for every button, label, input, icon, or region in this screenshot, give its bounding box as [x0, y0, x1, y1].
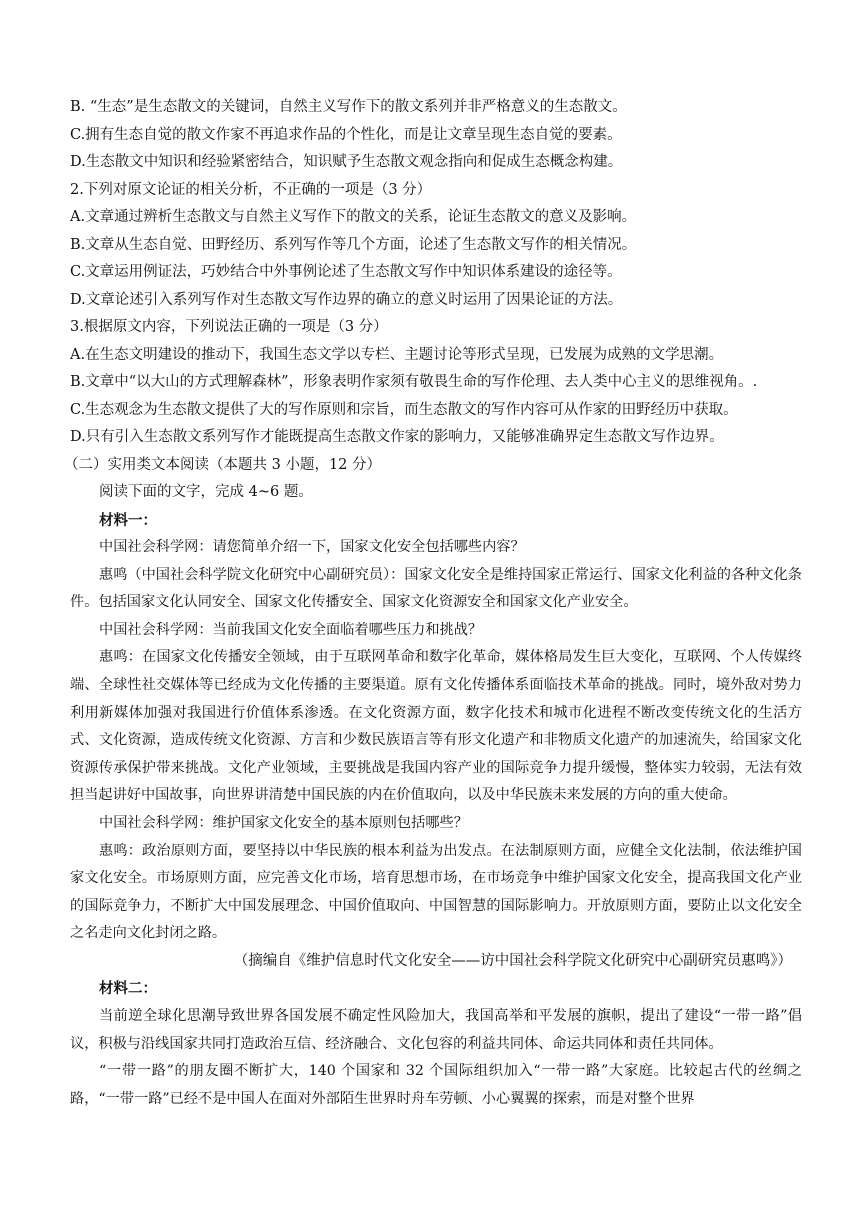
material1-answer-1: 惠鸣（中国社会科学院文化研究中心副研究员）：国家文化安全是维持国家正常运行、国家文化利益的各种文化条件。包括国家文化认同安全、国家文化传播安全、国家文化资源安全和国家文化产业安全。: [70, 566, 802, 611]
material2-label: 材料二：: [99, 980, 157, 998]
section-heading: （二）实用类文本阅读（本题共 3 小题，12 分）: [64, 456, 382, 473]
q2-stem: 2.下列对原文论证的相关分析，不正确的一项是（3 分）: [70, 181, 432, 198]
q2-option-d: D.文章论述引入系列写作对生态散文写作边界的确立的意义时运用了因果论证的方法。: [70, 291, 623, 308]
q3-option-d: D.只有引入生态散文系列写作才能既提高生态散文作家的影响力，又能够准确界定生态散文写作边界。: [70, 429, 724, 445]
material1-answer-2: 惠鸣：在国家文化传播安全领域，由于互联网革命和数字化革命，媒体格局发生巨大变化，互联网、个人传媒终端、全球性社交媒体等已经成为文化传播的主要渠道。原有文化传播体系面临技术革命的挑战。同时，境外敌对势力利用新媒体加强对我国进行价值体系渗透。在文化资源方面，数字化技术和城市化进程不断改变传统文化的生活方式、文化资源，造成传统文化资源、方言和少数民族语言等有形文化遗产和非物质文化遗产的加速流失，给国家文化资源传承保护带来挑战。文化产业领域，主要挑战是我国内容产业的国际竞争力提升缓慢，整体实力较弱，无法有效担当起讲好中国故事，向世界讲清楚中国民族的内在价值取向，以及中华民族未来发展的方向的重大使命。: [70, 649, 802, 804]
material1-label: 材料一：: [99, 511, 157, 529]
material1-answer-3: 惠鸣：政治原则方面，要坚持以中华民族的根本利益为出发点。在法制原则方面，应健全文化法制，依法维护国家文化安全。市场原则方面，应完善文化市场，培育思想市场，在市场竞争中维护国家文化安全，提高我国文化产业的国际竞争力，不断扩大中国发展理念、中国价值取向、中国智慧的国际影响力。开放原则方面，要防止以文化安全之名走向文化封闭之路。: [70, 842, 802, 942]
material2-paragraph-1: 当前逆全球化思潮导致世界各国发展不确定性风险加大，我国高举和平发展的旗帜，提出了建设“一带一路”倡议，积极与沿线国家共同打造政治互信、经济融合、文化包容的利益共同体、命运共同体和责任共同体。: [70, 1007, 802, 1052]
section-instruction: 阅读下面的文字，完成 4~6 题。: [99, 484, 313, 500]
q1-option-c: C.拥有生态自觉的散文作家不再追求作品的个性化，而是让文章呈现生态自觉的要素。: [70, 126, 622, 143]
material1-question-1: 中国社会科学网：请您简单介绍一下，国家文化安全包括哪些内容？: [99, 539, 525, 555]
q3-option-a: A.在生态文明建设的推动下，我国生态文学以专栏、主题讨论等形式呈现，已发展为成熟的文学思潮。: [70, 346, 724, 363]
material1-source: （摘编自《维护信息时代文化安全——访中国社会科学院文化研究中心副研究员惠鸣》）: [233, 952, 792, 969]
q3-option-c: C.生态观念为生态散文提供了大的写作原则和宗旨，而生态散文的写作内容可从作家的田野经历中获取。: [70, 401, 738, 418]
q2-option-c: C.文章运用例证法，巧妙结合中外事例论述了生态散文写作中知识体系建设的途径等。: [70, 264, 622, 280]
material2-paragraph-2: “一带一路”的朋友圈不断扩大，140 个国家和 32 个国际组织加入“一带一路”大家庭。比较起古代的丝绸之路，“一带一路”已经不是中国人在面对外部陌生世界时舟车劳顿、小心翼翼的探索，而是对整个世界: [70, 1063, 802, 1107]
q1-option-b: B. “生态”是生态散文的关键词，自然主义写作下的散文系列并非严格意义的生态散文。: [70, 99, 627, 115]
q2-option-a: A.文章通过辨析生态散文与自然主义写作下的散文的关系，论证生态散文的意义及影响。: [70, 209, 637, 225]
q2-option-b: B.文章从生态自觉、田野经历、系列写作等几个方面，论述了生态散文写作的相关情况。: [70, 236, 637, 253]
document-body: [64, 94, 802, 1113]
q3-option-b: B.文章中“以大山的方式理解森林”，形象表明作家须有敬畏生命的写作伦理、去人类中心主义的思维视角。.: [70, 374, 758, 390]
material1-question-2: 中国社会科学网：当前我国文化安全面临着哪些压力和挑战？: [99, 621, 483, 638]
q3-stem: 3.根据原文内容，下列说法正确的一项是（3 分）: [70, 319, 388, 335]
q1-option-d: D.生态散文中知识和经验紧密结合，知识赋予生态散文观念指向和促成生态概念构建。: [70, 154, 623, 170]
material1-question-3: 中国社会科学网：维护国家文化安全的基本原则包括哪些？: [99, 814, 468, 831]
